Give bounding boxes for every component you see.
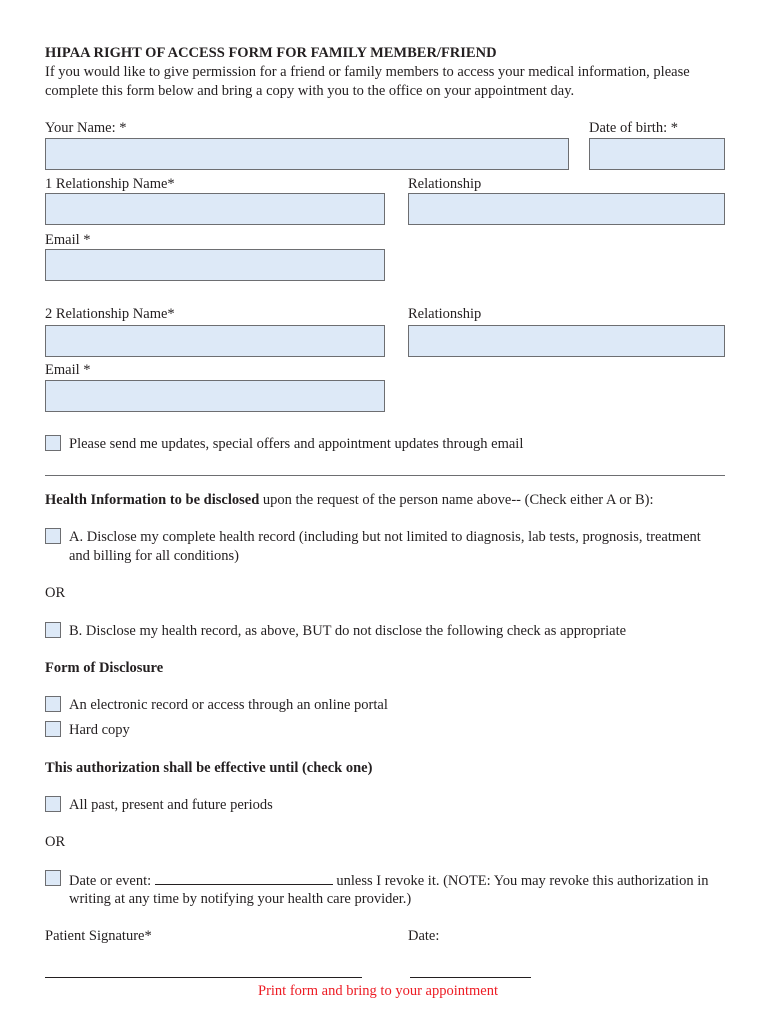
your-name-field[interactable] <box>45 138 569 170</box>
option-a-line-2: and billing for all conditions) <box>69 548 239 564</box>
relationship-1-field[interactable] <box>408 193 725 225</box>
relationship-1-email-label: Email * <box>45 232 91 248</box>
relationship-1-email-field[interactable] <box>45 249 385 281</box>
date-or-event-blank[interactable] <box>155 871 333 885</box>
form-title: HIPAA RIGHT OF ACCESS FORM FOR FAMILY MEMBER/FRIEND <box>45 45 497 61</box>
date-of-birth-label: Date of birth: * <box>589 120 678 136</box>
signature-date-line[interactable] <box>410 977 531 978</box>
section-divider <box>45 475 725 476</box>
date-or-event-line-2: writing at any time by notifying your health care provider.) <box>69 891 412 907</box>
relationship-2-email-field[interactable] <box>45 380 385 412</box>
electronic-record-label: An electronic record or access through an online portal <box>69 697 388 713</box>
health-info-heading-bold: Health Information to be disclosed <box>45 492 260 508</box>
relationship-1-label: Relationship <box>408 176 482 192</box>
print-form-link[interactable]: Print form and bring to your appointment <box>258 983 499 999</box>
all-periods-checkbox[interactable] <box>45 796 61 812</box>
relationship-1-name-label: 1 Relationship Name* <box>45 176 175 192</box>
relationship-2-name-field[interactable] <box>45 325 385 357</box>
relationship-1-name-field[interactable] <box>45 193 385 225</box>
email-updates-checkbox[interactable] <box>45 435 61 451</box>
intro-line-1: If you would like to give permission for a friend or family members to access your medical information, please <box>45 64 690 80</box>
date-or-event-line-1 <box>69 871 709 891</box>
or-separator-1: OR <box>45 585 66 601</box>
electronic-record-checkbox[interactable] <box>45 696 61 712</box>
date-or-event-suffix: unless I revoke it. (NOTE: You may revoke this authorization in <box>336 873 709 889</box>
option-b-label: B. Disclose my health record, as above, BUT do not disclose the following check as appropriate <box>69 623 627 639</box>
effective-until-heading: This authorization shall be effective until (check one) <box>45 760 373 776</box>
hard-copy-checkbox[interactable] <box>45 721 61 737</box>
signature-date-label: Date: <box>408 928 440 944</box>
relationship-2-name-label: 2 Relationship Name* <box>45 306 175 322</box>
date-or-event-checkbox[interactable] <box>45 870 61 886</box>
health-info-heading-rest: upon the request of the person name above-- (Check either A or B): <box>259 492 654 508</box>
option-a-line-1: A. Disclose my complete health record (including but not limited to diagnosis, lab tests, prognosis, treatment <box>69 529 701 545</box>
health-info-heading <box>45 491 653 510</box>
option-a-checkbox[interactable] <box>45 528 61 544</box>
relationship-2-label: Relationship <box>408 306 482 322</box>
option-b-checkbox[interactable] <box>45 622 61 638</box>
patient-signature-label: Patient Signature* <box>45 928 152 944</box>
relationship-2-email-label: Email * <box>45 362 91 378</box>
intro-line-2: complete this form below and bring a copy with you to the office on your appointment day. <box>45 83 575 99</box>
hard-copy-label: Hard copy <box>69 722 130 738</box>
date-of-birth-field[interactable] <box>589 138 725 170</box>
date-or-event-prefix: Date or event: <box>69 873 152 889</box>
form-of-disclosure-heading: Form of Disclosure <box>45 660 164 676</box>
all-periods-label: All past, present and future periods <box>69 797 273 813</box>
relationship-2-field[interactable] <box>408 325 725 357</box>
signature-line[interactable] <box>45 977 362 978</box>
or-separator-2: OR <box>45 834 66 850</box>
your-name-label: Your Name: * <box>45 120 127 136</box>
email-updates-label: Please send me updates, special offers and appointment updates through email <box>69 436 524 452</box>
